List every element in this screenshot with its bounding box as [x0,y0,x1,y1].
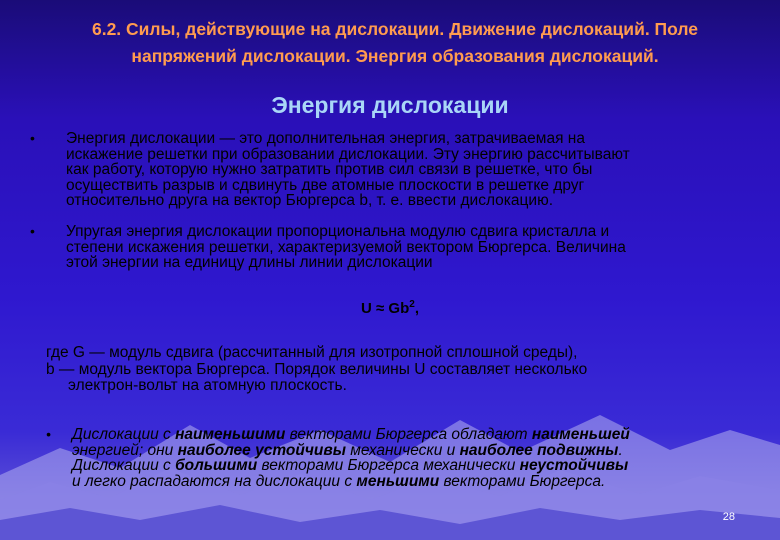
bullet-line: относительно друга на вектор Бюргерса b, т. е. ввести дислокацию. [66,192,554,209]
explanation-line: где G — модуль сдвига (рассчитанный для изотропной сплошной среды), [46,344,578,361]
formula-tail: , [414,300,419,317]
bullet-line: этой энергии на единицу длины линии дислокации [66,254,433,271]
slide-subtitle: Энергия дислокации [271,92,509,118]
bullet-item-stability [46,427,756,489]
bullet-item-elastic-energy [30,224,750,271]
stability-line-4: и легко распадаются на дислокации с меньшими векторами Бюргерса. [72,472,606,490]
bullet-line: искажение решетки при образовании дислокации. Эту энергию рассчитывают [66,145,630,163]
bullet-marker: • [30,223,35,239]
bullet-item-energy-definition [30,131,750,209]
page-number: 28 [722,511,735,523]
energy-formula [0,299,780,317]
bullet-line: степени искажения решетки, характеризуемой вектором Бюргерса. Величина [66,238,626,256]
header-line-1: 6.2. Силы, действующие на дислокации. Движение дислокаций. Поле [91,19,698,39]
stability-line-3: Дислокации с большими векторами Бюргерса механически неустойчивы [72,457,629,474]
formula-explanation [46,345,746,395]
stability-line-1: Дислокации с наименьшими векторами Бюргерса обладают наименьшей [72,426,630,443]
formula-exponent: 2 [409,299,415,310]
explanation-line: электрон-вольт на атомную плоскость. [68,377,347,394]
header-line-2: напряжений дислокации. Энергия образования дислокаций. [131,46,659,66]
slide-header [40,16,750,70]
bullet-line: как работу, которую нужно затратить против сил связи в решетке, что бы [66,161,593,178]
bullet-line: осуществить разрыв и сдвинуть две атомные плоскости в решетке друг [66,176,585,194]
bullet-marker: • [30,130,35,146]
bullet-line: Упругая энергия дислокации пропорциональна модулю сдвига кристалла и [66,223,610,240]
formula-base: U ≈ Gb [361,300,410,317]
bullet-marker: • [46,426,51,442]
stability-line-2: энергией; они наиболее устойчивы механически и наиболее подвижны. [72,441,623,459]
explanation-line: b — модуль вектора Бюргерса. Порядок величины U составляет несколько [46,360,588,378]
bullet-line: Энергия дислокации — это дополнительная энергия, затрачиваемая на [66,130,585,147]
